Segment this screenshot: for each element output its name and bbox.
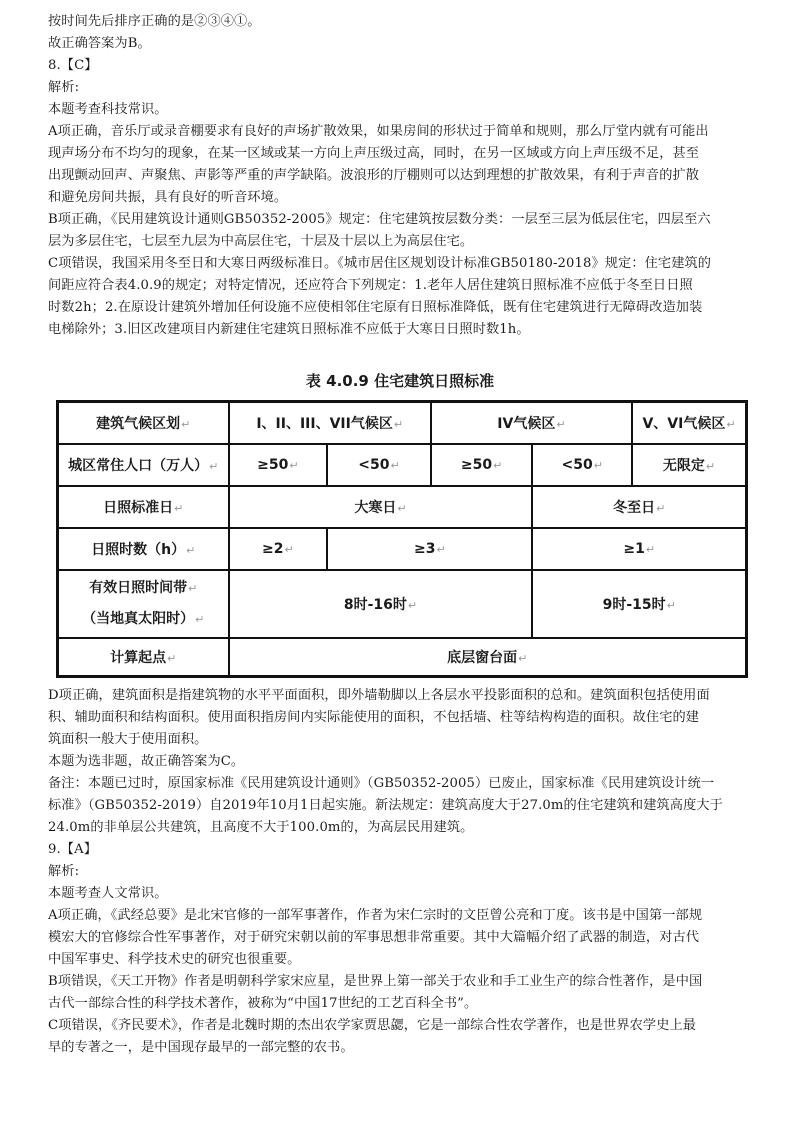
text-line: B项错误，《天工开物》作者是明朝科学家宋应星，是世界上第一部关于农业和手工业生产的综合性著作，是中国 — [48, 974, 703, 989]
table-cell: 底层窗台面↵ — [229, 638, 747, 677]
table-title: 表 4.0.9 住宅建筑日照标准 — [305, 372, 495, 390]
header-cell: 有效日照时间带↵ （当地真太阳时）↵ — [58, 570, 229, 638]
table-cell: <50↵ — [327, 444, 431, 486]
text-line: 早的专著之一，是中国现存最早的一部完整的农书。 — [48, 1040, 354, 1055]
text-line: 按时间先后排序正确的是②③④①。 — [48, 14, 261, 29]
header-cell: 建筑气候区划↵ — [58, 402, 229, 444]
text-line: 积、辅助面积和结构面积。使用面积指房间内实际能使用的面积，不包括墙、柱等结构构造的面积。故住宅的建 — [48, 710, 700, 725]
table-row — [58, 486, 747, 528]
header-cell: 日照标准日↵ — [58, 486, 229, 528]
question-number: 8.【C】 — [48, 58, 98, 73]
text-line: 中国军事史、科学技术史的研究也很重要。 — [48, 952, 301, 967]
text-line: 电梯除外；3.旧区改建项目内新建住宅建筑日照标准不应低于大寒日日照时数1h。 — [48, 322, 530, 337]
text-line: 故正确答案为B。 — [48, 36, 151, 51]
text-line: 筑面积一般大于使用面积。 — [48, 732, 208, 747]
table-row — [58, 444, 747, 486]
text-line: 解析: — [48, 864, 80, 879]
table-row — [58, 570, 747, 638]
text-line: 和避免房间共振，具有良好的听音环境。 — [48, 190, 288, 205]
header-cell: 城区常住人口（万人）↵ — [58, 444, 229, 486]
text-line: A项正确，《武经总要》是北宋官修的一部军事著作，作者为宋仁宗时的文臣曾公亮和丁度。该书是中国第一部规 — [48, 908, 703, 923]
table-cell: ≥2↵ — [229, 528, 328, 570]
text-line: 解析: — [48, 80, 80, 95]
text-line: 时数2h；2.在原设计建筑外增加任何设施不应使相邻住宅原有日照标准降低，既有住宅建筑进行无障碍改造加装 — [48, 300, 703, 315]
text-line: D项正确，建筑面积是指建筑物的水平平面面积，即外墙勒脚以上各层水平投影面积的总和。建筑面积包括使用面 — [48, 688, 710, 703]
table-cell: I、II、III、VII气候区↵ — [229, 402, 431, 444]
header-cell: 计算起点↵ — [58, 638, 229, 677]
text-line: 本题考查人文常识。 — [48, 886, 168, 901]
text-line: C项错误，《齐民要术》，作者是北魏时期的杰出农学家贾思勰，它是一部综合性农学著作，也是世界农学史上最 — [48, 1018, 697, 1033]
text-line: 本题为选非题，故正确答案为C。 — [48, 754, 245, 769]
table-cell: 9时-15时↵ — [532, 570, 746, 638]
text-line: 现声场分布不均匀的现象，在某一区域或某一方向上声压级过高，同时，在另一区域或方向上声压级不足，甚至 — [48, 146, 700, 161]
text-line: 本题考查科技常识。 — [48, 102, 168, 117]
table-cell: 大寒日↵ — [229, 486, 533, 528]
table-cell: V、VI气候区↵ — [632, 402, 746, 444]
table-cell: 冬至日↵ — [532, 486, 746, 528]
header-cell: 日照时数（h）↵ — [58, 528, 229, 570]
sunlight-standard-table — [56, 400, 748, 678]
table-cell: ≥50↵ — [229, 444, 328, 486]
text-line: 古代一部综合性的科学技术著作，被称为“中国17世纪的工艺百科全书”。 — [48, 996, 478, 1011]
table-cell: <50↵ — [532, 444, 632, 486]
table-cell: ≥1↵ — [532, 528, 746, 570]
table-cell: ≥3↵ — [327, 528, 532, 570]
text-line: 层为多层住宅，七层至九层为中高层住宅，十层及十层以上为高层住宅。 — [48, 234, 474, 249]
text-line: C项错误，我国采用冬至日和大寒日两级标准日。《城市居住区规划设计标准GB50180-2018》规定：住宅建筑的 — [48, 256, 712, 271]
table-row — [58, 528, 747, 570]
table-row — [58, 402, 747, 444]
text-line: 24.0m的非单层公共建筑，且高度不大于100.0m的，为高层民用建筑。 — [48, 820, 474, 835]
text-line: A项正确，音乐厅或录音棚要求有良好的声场扩散效果，如果房间的形状过于简单和规则，那么厅堂内就有可能出 — [48, 124, 709, 139]
table-cell: 8时-16时↵ — [229, 570, 533, 638]
text-line: 备注：本题已过时，原国家标准《民用建筑设计通则》（GB50352-2005）已废止，国家标准《民用建筑设计统一 — [48, 776, 715, 791]
text-line: B项正确，《民用建筑设计通则GB50352-2005》规定：住宅建筑按层数分类：一层至三层为低层住宅，四层至六 — [48, 212, 711, 227]
table-cell: 无限定↵ — [632, 444, 746, 486]
table-cell: IV气候区↵ — [431, 402, 632, 444]
table-row — [58, 638, 747, 677]
text-line: 标准》（GB50352-2019）自2019年10月1日起实施。新法规定：建筑高度大于27.0m的住宅建筑和建筑高度大于 — [48, 798, 723, 813]
text-line: 间距应符合表4.0.9的规定；对特定情况，还应符合下列规定：1.老年人居住建筑日照标准不应低于冬至日日照 — [48, 278, 693, 293]
text-line: 出现颤动回声、声聚焦、声影等严重的声学缺陷。波浪形的厅棚则可以达到理想的扩散效果，有利于声音的扩散 — [48, 168, 700, 183]
question-number: 9.【A】 — [48, 842, 97, 857]
text-line: 模宏大的官修综合性军事著作，对于研究宋朝以前的军事思想非常重要。其中大篇幅介绍了武器的制造，对古代 — [48, 930, 700, 945]
table-cell: ≥50↵ — [431, 444, 533, 486]
